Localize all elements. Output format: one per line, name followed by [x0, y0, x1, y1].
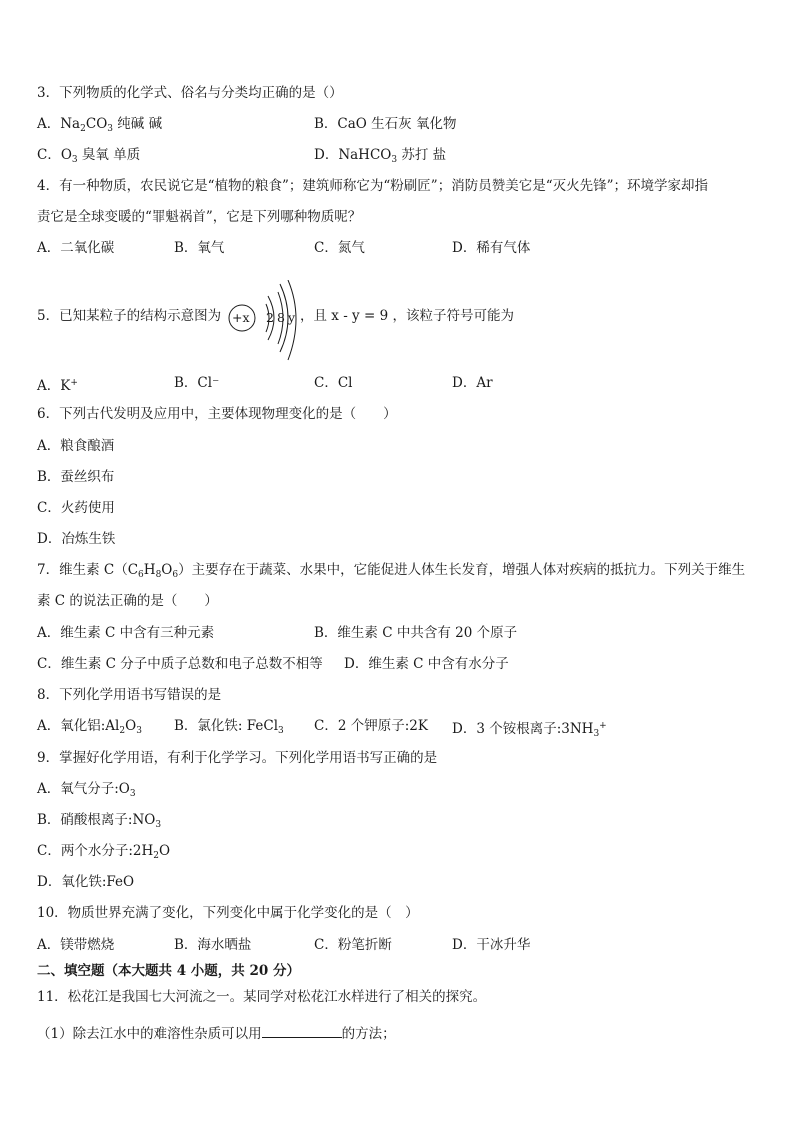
- q10-option-d[interactable]: D．干冰升华: [452, 937, 531, 953]
- answer-blank[interactable]: [262, 1023, 342, 1038]
- q7-stem-line1: 7．维生素 $C(C_6H_8O_6)$主要存在于蔬菜、水果中，它能促进人体生长发育，增强人体对疾病的抵抗力。下列关于维生: [37, 562, 746, 580]
- q11-sub1: （1）除去江水中的难溶性杂质可以用 的方法；: [37, 1023, 396, 1043]
- q3-option-c[interactable]: C．$O_3$ 臭氧 单质: [37, 147, 141, 165]
- q4-option-c[interactable]: C．氮气: [314, 240, 365, 256]
- q7-option-b[interactable]: B．维生素 C 中共含有 20 个原子: [314, 625, 518, 641]
- q9-stem: 9．掌握好化学用语，有利于化学学习。下列化学用语书写正确的是: [37, 750, 438, 766]
- q10-option-b[interactable]: B．海水晒盐: [174, 937, 252, 953]
- q11-stem: 11．松花江是我国七大河流之一。某同学对松花江水样进行了相关的探究。: [37, 989, 487, 1005]
- q6-option-d[interactable]: D．冶炼生铁: [37, 531, 116, 547]
- q7-option-c[interactable]: C．维生素 C 分子中质子总数和电子总数不相等: [37, 656, 323, 672]
- q4-option-a[interactable]: A．二氧化碳: [37, 240, 115, 256]
- q10-option-c[interactable]: C．粉笔折断: [314, 937, 392, 953]
- atomic-structure-diagram: [228, 280, 308, 364]
- q8-option-a[interactable]: A．氧化铝$:Al_2O_3$: [37, 718, 142, 736]
- q10-option-a[interactable]: A．镁带燃烧: [37, 937, 115, 953]
- q6-option-b[interactable]: B．蚕丝织布: [37, 469, 115, 485]
- q4-option-d[interactable]: D．稀有气体: [452, 240, 531, 256]
- q6-stem: 6．下列古代发明及应用中，主要体现物理变化的是（ ）: [37, 406, 397, 422]
- q8-option-d[interactable]: D．3 个铵根离子$:3NH_3^+$: [452, 721, 607, 739]
- q5-option-a[interactable]: A．K+: [37, 378, 78, 394]
- q9-option-d[interactable]: D．氧化铁:FeO: [37, 874, 135, 890]
- q9-option-c[interactable]: C．两个水分子$:2H_2O$: [37, 843, 171, 861]
- q7-option-a[interactable]: A．维生素 C 中含有三种元素: [37, 625, 215, 641]
- q6-option-c[interactable]: C．火药使用: [37, 500, 115, 516]
- q7-stem-line2: 素 C 的说法正确的是（ ）: [37, 593, 218, 609]
- q7-option-d[interactable]: D．维生素 C 中含有水分子: [344, 656, 509, 672]
- q4-option-b[interactable]: B．氧气: [174, 240, 225, 256]
- q10-stem: 10．物质世界充满了变化，下列变化中属于化学变化的是（ ）: [37, 905, 419, 921]
- q3-stem: 3．下列物质的化学式、俗名与分类均正确的是（）: [37, 85, 343, 101]
- q5-option-b[interactable]: B．Cl⁻: [174, 375, 220, 391]
- q5-stem-pre: 5．已知某粒子的结构示意图为: [37, 308, 222, 324]
- q6-option-a[interactable]: A．粮食酿酒: [37, 438, 115, 454]
- section-heading: 二、填空题（本大题共 4 小题，共 20 分）: [37, 963, 300, 979]
- shell2-count: 8: [277, 310, 285, 325]
- shell1-count: 2: [266, 310, 274, 325]
- shell3-count: y: [288, 310, 296, 325]
- nucleus-charge: +x: [232, 310, 250, 325]
- q3-option-a[interactable]: A．$Na_2CO_3$ 纯碱 碱: [37, 116, 163, 134]
- q8-option-b[interactable]: B．氯化铁: FeCl$_3$: [174, 718, 284, 736]
- q4-stem-line1: 4．有一种物质，农民说它是“植物的粮食”；建筑师称它为“粉刷匠”；消防员赞美它是“灭火先锋”；环境学家却指: [37, 178, 708, 194]
- q5-option-d[interactable]: D．Ar: [452, 375, 493, 391]
- q9-option-b[interactable]: B．硝酸根离子$:NO_3$: [37, 812, 162, 830]
- q8-stem: 8．下列化学用语书写错误的是: [37, 687, 222, 703]
- q3-option-b[interactable]: B．CaO 生石灰 氧化物: [314, 116, 457, 132]
- q8-option-c[interactable]: C．2 个钾原子:2K: [314, 718, 428, 734]
- q5-stem-post: ，且 x - y = 9 ，该粒子符号可能为: [300, 308, 514, 324]
- q5-option-c[interactable]: C．Cl: [314, 375, 353, 391]
- q9-option-a[interactable]: A．氧气分子$:O_3$: [37, 781, 136, 799]
- q4-stem-line2: 责它是全球变暖的“罪魁祸首”，它是下列哪种物质呢？: [37, 209, 362, 225]
- q3-option-d[interactable]: D．NaHCO$_3$ 苏打 盐: [314, 147, 447, 165]
